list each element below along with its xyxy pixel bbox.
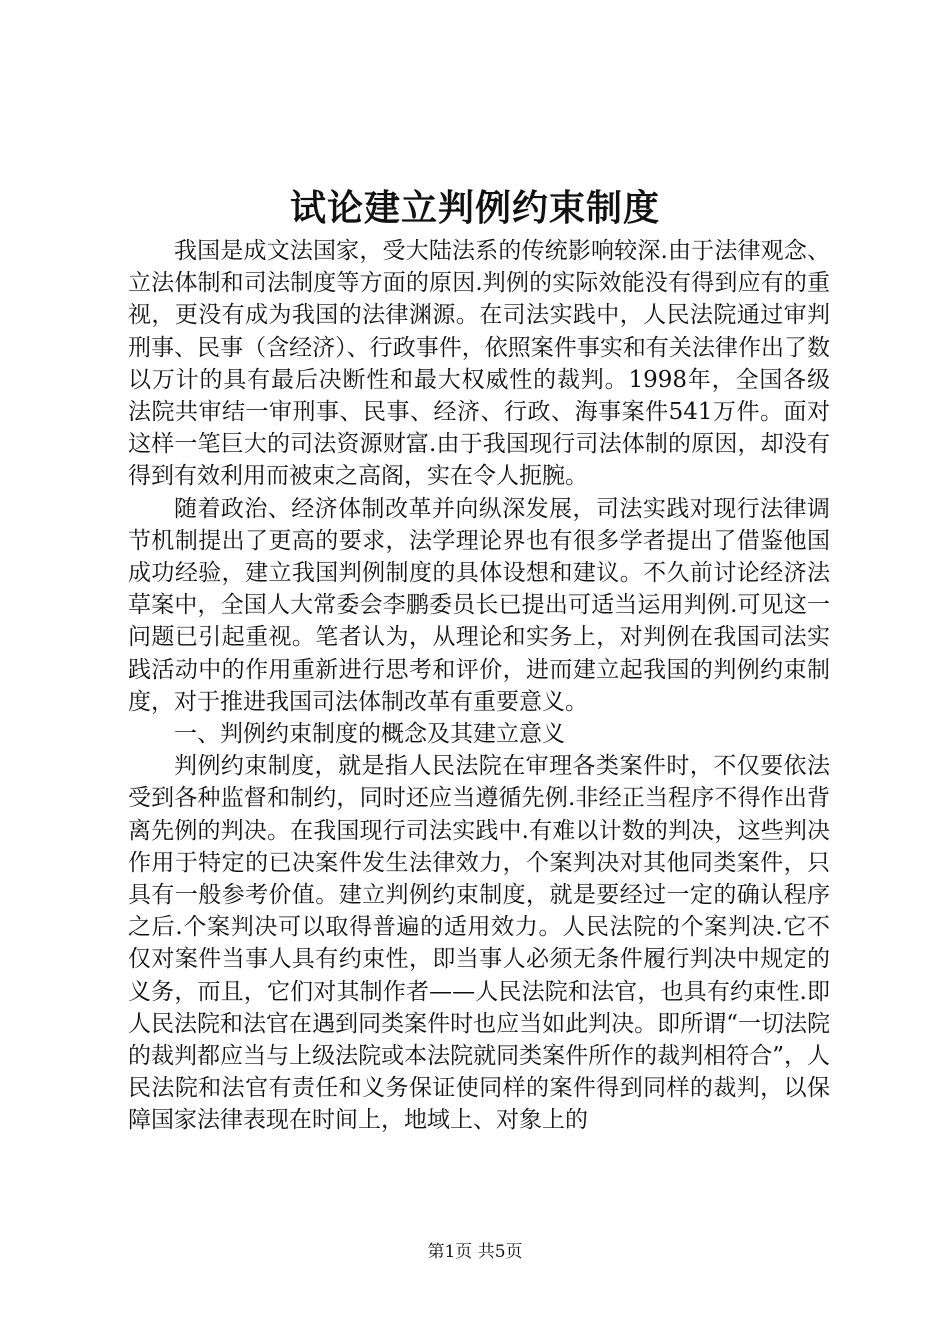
document-body xyxy=(128,235,830,1137)
section-paragraph: 判例约束制度，就是指人民法院在审理各类案件时，不仅要依法受到各种监督和制约，同时还应当遵循先例.非经正当程序不得作出背离先例的判决。在我国现行司法实践中.有难以计数的判决，这些判决作用于特定的已决案件发生法律效力，个案判决对其他同类案件，只具有一般参考价值。建立判例约束制度，就是要经过一定的确认程序之后.个案判决可以取得普遍的适用效力。人民法院的个案判决.它不仅对案件当事人具有约束性，即当事人必须无条件履行判决中规定的义务，而且，它们对其制作者——人民法院和法官，也具有约束性.即人民法院和法官在遇到同类案件时也应当如此判决。即所谓“一切法院的裁判都应当与上级法院或本法院就同类案件所作的裁判相符合”，人民法院和法官有责任和义务保证使同样的案件得到同样的裁判，以保障国家法律表现在时间上，地域上、对象上的 xyxy=(128,753,830,1134)
paragraph-1: 我国是成文法国家，受大陆法系的传统影响较深.由于法律观念、立法体制和司法制度等方面的原因.判例的实际效能没有得到应有的重视，更没有成为我国的法律渊源。在司法实践中，人民法院通过审判刑事、民事（含经济）、行政事件，依照案件事实和有关法律作出了数以万计的具有最后决断性和最大权威性的裁判。1998年，全国各级法院共审结一审刑事、民事、经济、行政、海事案件541万件。面对这样一笔巨大的司法资源财富.由于我国现行司法体制的原因，却没有得到有效利用而被束之高阁，实在令人扼腕。 xyxy=(128,238,830,490)
page-number-footer: 第1页 共5页 xyxy=(427,1242,523,1262)
section-heading: 一、判例约束制度的概念及其建立意义 xyxy=(174,721,565,748)
document-title: 试论建立判例约束制度 xyxy=(289,187,660,229)
paragraph-2: 随着政治、经济体制改革并向纵深发展，司法实践对现行法律调节机制提出了更高的要求，法学理论界也有很多学者提出了借鉴他国成功经验，建立我国判例制度的具体设想和建议。不久前讨论经济法草案中，全国人大常委会李鹏委员长已提出可适当运用判例.可见这一问题已引起重视。笔者认为，从理论和实务上，对判例在我国司法实践活动中的作用重新进行思考和评价，进而建立起我国的判例约束制度，对于推进我国司法体制改革有重要意义。 xyxy=(128,495,830,715)
